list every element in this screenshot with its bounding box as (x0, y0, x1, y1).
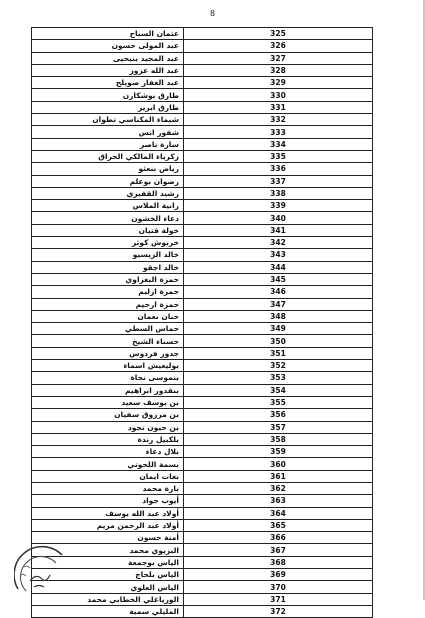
row-number-cell: 347 (184, 298, 373, 310)
row-name-cell: خالد اجقو (32, 261, 184, 273)
table-row (32, 187, 373, 199)
row-name-cell: أمنة حسون (32, 532, 184, 544)
row-name-cell: خولة قتيان (32, 224, 184, 236)
table-row (32, 544, 373, 556)
row-number-cell: 350 (184, 335, 373, 347)
row-number-cell: 365 (184, 519, 373, 531)
row-number-cell: 353 (184, 372, 373, 384)
row-number-cell: 328 (184, 64, 373, 76)
row-name-cell: بن يوسف سعيد (32, 396, 184, 408)
table-row (32, 482, 373, 494)
row-name-cell: عبد الله عزوز (32, 64, 184, 76)
row-name-cell: رشيد القفيري (32, 187, 184, 199)
row-number-cell: 367 (184, 544, 373, 556)
row-name-cell: حمزة ارحيم (32, 298, 184, 310)
row-name-cell: بارة محمد (32, 482, 184, 494)
table-row (32, 126, 373, 138)
table-row (32, 224, 373, 236)
row-name-cell: بغات ايمان (32, 470, 184, 482)
official-stamp-icon (14, 545, 74, 597)
row-number-cell: 331 (184, 101, 373, 113)
row-name-cell: رياض بنعثو (32, 163, 184, 175)
row-number-cell: 372 (184, 605, 373, 617)
table-row (32, 298, 373, 310)
table-row (32, 261, 373, 273)
row-number-cell: 369 (184, 569, 373, 581)
row-number-cell: 355 (184, 396, 373, 408)
row-number-cell: 371 (184, 593, 373, 605)
row-name-cell: عبد المولى حسون (32, 40, 184, 52)
table-row (32, 360, 373, 372)
row-name-cell: دعاء الخشون (32, 212, 184, 224)
row-name-cell: حماس السطي (32, 323, 184, 335)
row-number-cell: 336 (184, 163, 373, 175)
table-row (32, 163, 373, 175)
row-name-cell: حسناء الشيخ (32, 335, 184, 347)
row-number-cell: 337 (184, 175, 373, 187)
row-number-cell: 341 (184, 224, 373, 236)
row-name-cell: عثمان السباح (32, 28, 184, 40)
row-name-cell: أيوب جواد (32, 495, 184, 507)
table-row (32, 556, 373, 568)
row-name-cell: الياس بلحاج (32, 569, 184, 581)
table-row (32, 593, 373, 605)
table-row (32, 77, 373, 89)
row-name-cell: بلكبيل رندة (32, 433, 184, 445)
row-number-cell: 338 (184, 187, 373, 199)
table-row (32, 89, 373, 101)
row-name-cell: عبد الغفار صويلح (32, 77, 184, 89)
row-name-cell: رضوان بوعلم (32, 175, 184, 187)
row-number-cell: 342 (184, 237, 373, 249)
row-number-cell: 366 (184, 532, 373, 544)
row-number-cell: 346 (184, 286, 373, 298)
row-name-cell: بوليعيش اسماء (32, 360, 184, 372)
row-name-cell: حمزة البغزاوي (32, 273, 184, 285)
table-row (32, 273, 373, 285)
table-row (32, 200, 373, 212)
row-name-cell: الياس بوجمعة (32, 556, 184, 568)
row-name-cell: بسمة اللحوتي (32, 458, 184, 470)
row-number-cell: 354 (184, 384, 373, 396)
table-row (32, 28, 373, 40)
row-number-cell: 357 (184, 421, 373, 433)
row-name-cell: الياس العلوي (32, 581, 184, 593)
table-row (32, 286, 373, 298)
row-number-cell: 351 (184, 347, 373, 359)
row-name-cell: بنموسى نجاة (32, 372, 184, 384)
row-number-cell: 360 (184, 458, 373, 470)
table-row (32, 249, 373, 261)
roster-table (31, 27, 373, 618)
table-row (32, 52, 373, 64)
table-row (32, 323, 373, 335)
row-number-cell: 330 (184, 89, 373, 101)
row-name-cell: أولاد عبد الله يوسف (32, 507, 184, 519)
table-row (32, 532, 373, 544)
row-number-cell: 327 (184, 52, 373, 64)
table-row (32, 470, 373, 482)
row-number-cell: 325 (184, 28, 373, 40)
row-number-cell: 370 (184, 581, 373, 593)
table-row (32, 384, 373, 396)
roster-body (32, 28, 373, 618)
row-name-cell: شيماء المكناسي تطوان (32, 114, 184, 126)
row-number-cell: 348 (184, 310, 373, 322)
table-row (32, 138, 373, 150)
table-row (32, 372, 373, 384)
row-number-cell: 364 (184, 507, 373, 519)
row-number-cell: 356 (184, 409, 373, 421)
row-number-cell: 349 (184, 323, 373, 335)
row-name-cell: جدور فردوس (32, 347, 184, 359)
row-name-cell: طارق بوشكارن (32, 89, 184, 101)
row-name-cell: حنان نعمان (32, 310, 184, 322)
row-name-cell: بن حيون نجود (32, 421, 184, 433)
row-name-cell: الورياغلي الخطابي محمد (32, 593, 184, 605)
table-row (32, 507, 373, 519)
row-name-cell: أولاد عبد الرحمن مريم (32, 519, 184, 531)
table-row (32, 347, 373, 359)
row-name-cell: حمزة ازليم (32, 286, 184, 298)
table-row (32, 40, 373, 52)
row-name-cell: شفور انس (32, 126, 184, 138)
row-number-cell: 368 (184, 556, 373, 568)
table-row (32, 581, 373, 593)
row-number-cell: 345 (184, 273, 373, 285)
table-row (32, 101, 373, 113)
row-number-cell: 362 (184, 482, 373, 494)
row-number-cell: 352 (184, 360, 373, 372)
row-name-cell: خربوش كوثر (32, 237, 184, 249)
row-number-cell: 361 (184, 470, 373, 482)
row-name-cell: سارة ناصر (32, 138, 184, 150)
table-row (32, 335, 373, 347)
table-row (32, 150, 373, 162)
row-name-cell: بلال دعاء (32, 446, 184, 458)
row-number-cell: 326 (184, 40, 373, 52)
row-name-cell: رانية الملاس (32, 200, 184, 212)
row-name-cell: المليلي سمية (32, 605, 184, 617)
table-row (32, 396, 373, 408)
row-name-cell: بنقدور ابراهيم (32, 384, 184, 396)
table-row (32, 495, 373, 507)
row-name-cell: خالد الزيسيو (32, 249, 184, 261)
row-number-cell: 332 (184, 114, 373, 126)
row-name-cell: زكرياء المالكي الحراق (32, 150, 184, 162)
table-row (32, 605, 373, 617)
row-number-cell: 333 (184, 126, 373, 138)
table-row (32, 212, 373, 224)
table-row (32, 421, 373, 433)
row-number-cell: 344 (184, 261, 373, 273)
table-row (32, 310, 373, 322)
row-name-cell: طارق ابرير (32, 101, 184, 113)
row-name-cell: بن مرزوق سفيان (32, 409, 184, 421)
table-row (32, 569, 373, 581)
table-row (32, 64, 373, 76)
row-number-cell: 340 (184, 212, 373, 224)
row-number-cell: 343 (184, 249, 373, 261)
row-number-cell: 359 (184, 446, 373, 458)
row-number-cell: 334 (184, 138, 373, 150)
row-number-cell: 335 (184, 150, 373, 162)
row-name-cell: عبد المجيد بنيحيى (32, 52, 184, 64)
table-row (32, 519, 373, 531)
table-row (32, 237, 373, 249)
row-number-cell: 358 (184, 433, 373, 445)
row-name-cell: البزيوي محمد (32, 544, 184, 556)
table-row (32, 175, 373, 187)
table-row (32, 458, 373, 470)
page-number: 8 (209, 9, 216, 18)
table-row (32, 409, 373, 421)
table-row (32, 433, 373, 445)
row-number-cell: 339 (184, 200, 373, 212)
table-row (32, 446, 373, 458)
row-number-cell: 329 (184, 77, 373, 89)
row-number-cell: 363 (184, 495, 373, 507)
table-row (32, 114, 373, 126)
